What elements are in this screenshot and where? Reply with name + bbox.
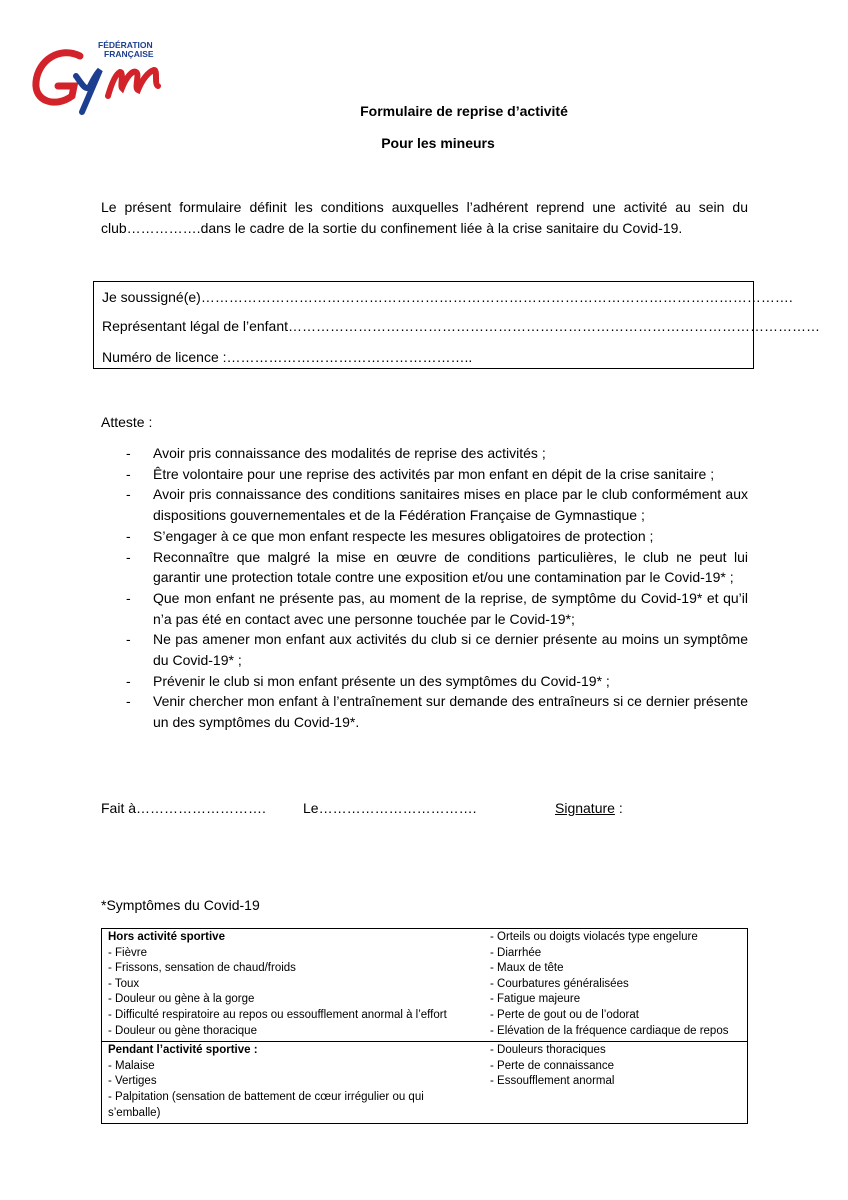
form-title: Formulaire de reprise d’activité: [360, 103, 568, 119]
bullet-dash: -: [126, 672, 131, 689]
table-cell: [484, 1042, 748, 1124]
table-cell: [102, 929, 485, 1042]
symptom-item: - Maux de tête: [490, 962, 564, 975]
table-row: [102, 1042, 748, 1124]
bullet-dash: -: [126, 589, 131, 606]
symptom-item: - Toux: [108, 977, 140, 990]
symptom-item: - Perte de connaissance: [490, 1059, 615, 1072]
symptom-item: - Frissons, sensation de chaud/froids: [108, 962, 296, 975]
list-item: - Avoir pris connaissance des conditions sanitaires mises en place par le club conformément aux dispositions gouvernementales et de la Fédération Française de Gymnastique ;: [126, 486, 748, 524]
logo-line2: FRANÇAISE: [104, 49, 154, 59]
symptom-item: - Diarrhée: [490, 946, 542, 959]
place-field[interactable]: Fait à……………………….: [101, 800, 266, 816]
bullet-dash: -: [126, 548, 131, 565]
bullet-dash: -: [126, 486, 131, 503]
symptom-item: - Douleur ou gène thoracique: [108, 1024, 257, 1037]
list-item: - S’engager à ce que mon enfant respecte les mesures obligatoires de protection ;: [101, 526, 748, 547]
bullet-dash: -: [126, 693, 131, 710]
list-item: - Ne pas amener mon enfant aux activités du club si ce dernier présente au moins un symptôme du Covid-19* ;: [126, 631, 748, 669]
symptoms-title: *Symptômes du Covid-19: [101, 897, 260, 913]
symptom-item: - Malaise: [108, 1059, 155, 1072]
intro-paragraph: Le présent formulaire définit les conditions auxquelles l’adhérent reprend une activité au sein du club…………….dans le cadre de la sortie du confinement liée à la crise sanitaire du Covid-19.: [101, 199, 748, 236]
symptom-item: - Palpitation (sensation de battement de cœur irrégulier ou qui s’emballe): [108, 1090, 424, 1119]
attestation-list: [101, 443, 748, 733]
list-item: - Prévenir le club si mon enfant présente un des symptômes du Covid-19* ;: [101, 671, 748, 692]
symptom-item: - Orteils ou doigts violacés type engelure: [490, 931, 698, 943]
symptom-item: - Douleurs thoraciques: [490, 1044, 606, 1057]
list-item: - Être volontaire pour une reprise des activités par mon enfant en dépit de la crise sanitaire ;: [101, 464, 748, 485]
list-item: - Avoir pris connaissance des modalités de reprise des activités ;: [101, 443, 748, 464]
hors-heading: Hors activité sportive: [108, 931, 225, 943]
name-field[interactable]: Je soussigné(e)……………………………………………………………………………………………………………….: [102, 289, 793, 305]
form-subtitle: Pour les mineurs: [381, 135, 495, 151]
bullet-dash: -: [126, 631, 131, 648]
pendant-heading: Pendant l’activité sportive :: [108, 1044, 258, 1057]
bullet-dash: -: [126, 445, 131, 461]
list-item: - Que mon enfant ne présente pas, au moment de la reprise, de symptôme du Covid-19* et qu’il n’a pas été en contact avec une personne touchée par le Covid-19*;: [126, 589, 748, 627]
symptom-item: - Fatigue majeure: [490, 993, 581, 1006]
symptoms-table: [101, 928, 748, 1124]
signature-label: Signature: [555, 800, 615, 816]
symptom-item: - Perte de gout ou de l’odorat: [490, 1008, 639, 1021]
symptom-item: - Douleur ou gène à la gorge: [108, 993, 255, 1006]
table-cell: [484, 929, 748, 1042]
list-item: - Venir chercher mon enfant à l’entraînement sur demande des entraîneurs si ce dernier présente un des symptômes du Covid-19*.: [126, 693, 748, 731]
logo-line1: FÉDÉRATION: [98, 40, 153, 50]
bullet-dash: -: [126, 465, 131, 482]
bullet-dash: -: [126, 527, 131, 544]
signature-field[interactable]: Signature :: [555, 800, 623, 816]
symptom-item: - Fièvre: [108, 946, 147, 959]
table-row: [102, 929, 748, 1042]
symptom-item: - Elévation de la fréquence cardiaque de repos: [490, 1024, 729, 1037]
table-cell: [102, 1042, 485, 1124]
symptom-item: - Essoufflement anormal: [490, 1075, 615, 1088]
atteste-label: Atteste :: [101, 414, 153, 430]
list-item: - Reconnaître que malgré la mise en œuvre de conditions particulières, le club ne peut lui garantir une protection totale contre une exposition et/ou une contamination par le Covid-19* ;: [126, 548, 748, 586]
legal-representative-field[interactable]: Représentant légal de l’enfant……………………………………………………………………………………………………: [102, 318, 821, 334]
symptom-item: - Difficulté respiratoire au repos ou essoufflement anormal à l’effort: [108, 1008, 447, 1021]
symptom-item: - Courbatures généralisées: [490, 977, 629, 990]
date-field[interactable]: Le…………………………….: [303, 800, 477, 816]
license-number-field[interactable]: Numéro de licence :……………………………………………..: [102, 349, 473, 365]
symptom-item: - Vertiges: [108, 1075, 157, 1088]
identity-box: [93, 281, 821, 369]
